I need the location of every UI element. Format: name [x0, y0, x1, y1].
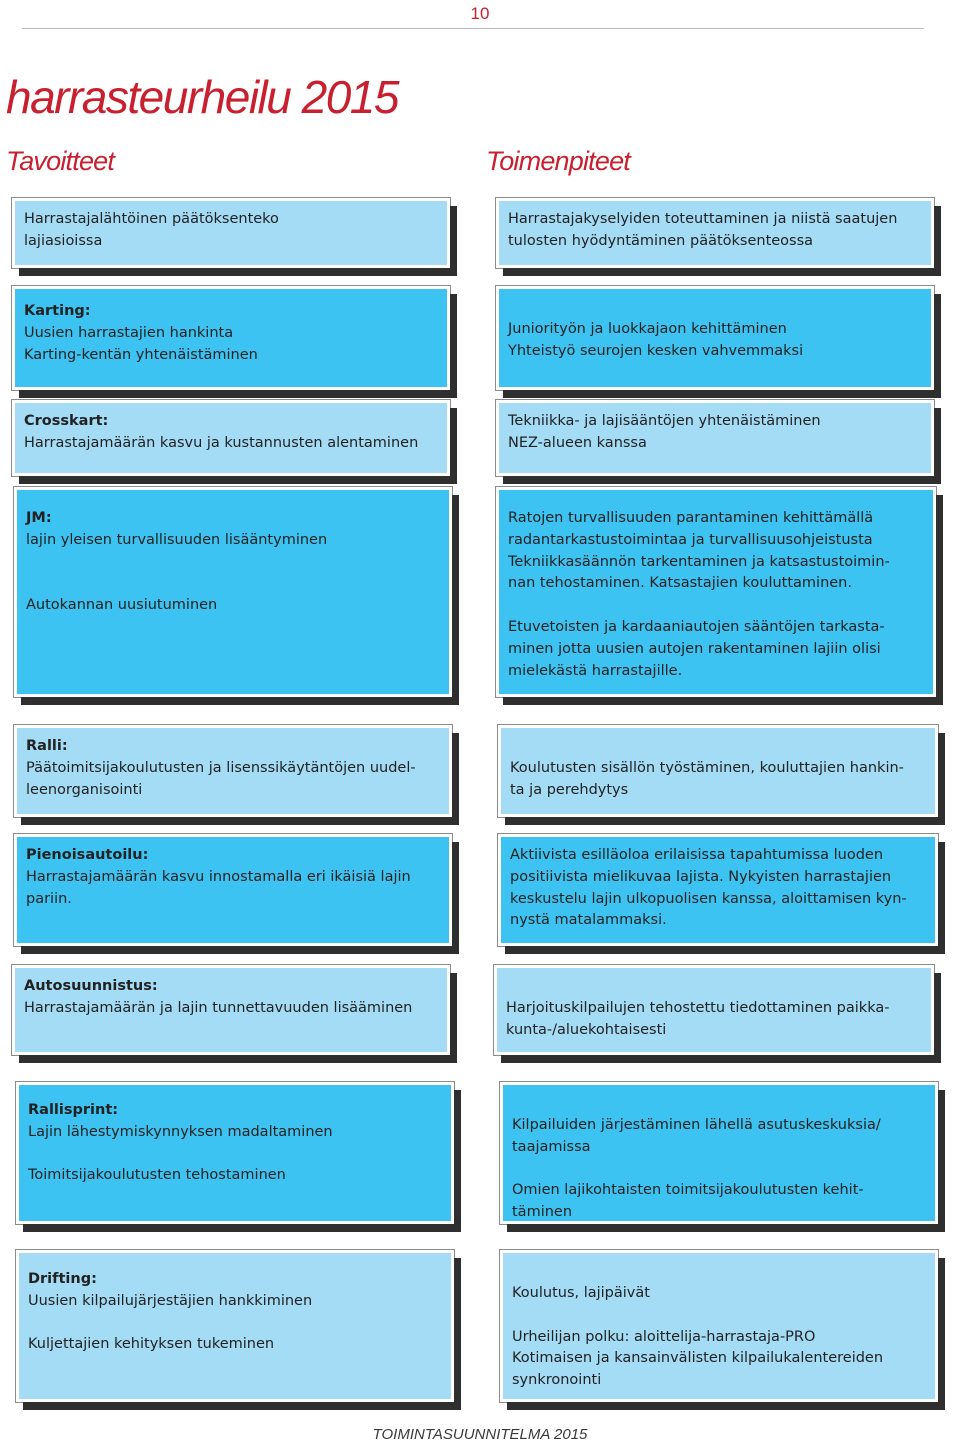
- goal-box-karting: [12, 286, 450, 390]
- box-text-line: synkronointi: [512, 1372, 602, 1389]
- box-text-line: Uusien kilpailujärjestäjien hankkiminen: [28, 1292, 313, 1309]
- goal-box-rallisprint: [16, 1082, 454, 1224]
- page-number: 10: [470, 4, 490, 23]
- box-text-line: Aktiivista esilläoloa erilaisissa tapahtumissa luoden: [510, 847, 884, 863]
- box-text-line: Koulutusten sisällön työstäminen, kouluttajien hankin-: [510, 760, 904, 776]
- box-text-line: Tekniikkasäännön tarkentaminen ja katsastustoimin-: [508, 553, 890, 570]
- box-text-line: Tekniikka- ja lajisääntöjen yhtenäistäminen: [508, 413, 821, 429]
- goal-box-drifting: [16, 1250, 454, 1402]
- action-box-drifting: [500, 1250, 938, 1402]
- spacer: [26, 552, 440, 574]
- page-footer: TOIMINTASUUNNITELMA 2015: [372, 1426, 588, 1443]
- box-text-line: taajamissa: [512, 1138, 591, 1155]
- action-box-crosskart: [496, 400, 934, 476]
- box-text-line: Etuvetoisten ja kardaaniautojen sääntöjen tarkasta-: [508, 618, 885, 635]
- spacer: [28, 1313, 442, 1335]
- box-text-line: minen jotta uusien autojen rakentaminen lajiin olisi: [508, 640, 881, 657]
- box-text-line: ta ja perehdytys: [510, 781, 629, 798]
- box-text-line: NEZ-alueen kanssa: [508, 434, 647, 451]
- action-box-pienoisautoilu: [498, 834, 938, 946]
- box-text-line: täminen: [512, 1204, 573, 1221]
- box-text-line: radantarkastustoimintaa ja turvallisuusohjeistusta: [508, 531, 873, 548]
- goal-box-general: [12, 198, 450, 268]
- box-text-line: Koulutus, lajipäivät: [512, 1285, 650, 1301]
- box-text-line: Urheilijan polku: aloittelija-harrastaja-PRO: [512, 1328, 816, 1345]
- goal-box-jm: [14, 487, 452, 697]
- action-box-autosuunnistus: [494, 965, 934, 1055]
- box-text-line: Harrastajamäärän kasvu ja kustannusten alentaminen: [24, 434, 419, 451]
- spacer: [508, 595, 924, 617]
- goals-heading: Tavoitteet: [6, 146, 115, 176]
- goal-box-ralli: [14, 725, 452, 817]
- box-text-line: lajin yleisen turvallisuuden lisääntyminen: [26, 531, 328, 548]
- box-text-line: Harjoituskilpailujen tehostettu tiedottaminen paikka-: [506, 1000, 890, 1016]
- box-text-line: Kuljettajien kehityksen tukeminen: [28, 1336, 275, 1353]
- box-category-label: JM:: [26, 510, 52, 526]
- box-text-line: tulosten hyödyntäminen päätöksenteossa: [508, 232, 814, 249]
- spacer: [28, 1144, 442, 1166]
- goal-box-pienoisautoilu: [14, 834, 452, 946]
- box-text-line: Karting-kentän yhtenäistäminen: [24, 346, 258, 363]
- actions-heading: Toimenpiteet: [486, 146, 631, 176]
- box-text-line: Yhteistyö seurojen kesken vahvemmaksi: [508, 342, 804, 359]
- box-text-line: Kotimaisen ja kansainvälisten kilpailukalentereiden: [512, 1350, 884, 1367]
- box-text-line: Uusien harrastajien hankinta: [24, 324, 234, 341]
- box-text-line: kunta-/aluekohtaisesti: [506, 1021, 667, 1038]
- action-box-karting: [496, 286, 934, 390]
- box-text-line: pariin.: [26, 890, 72, 907]
- goal-box-crosskart: [12, 400, 450, 476]
- box-text-line: Harrastajamäärän kasvu innostamalla eri ikäisiä lajin: [26, 868, 411, 885]
- box-category-label: Pienoisautoilu:: [26, 847, 149, 863]
- box-text-line: Kilpailuiden järjestäminen lähellä asutuskeskuksia/: [512, 1117, 881, 1133]
- spacer: [512, 1305, 926, 1327]
- spacer: [512, 1159, 926, 1181]
- box-text-line: leenorganisointi: [26, 781, 143, 798]
- box-category-label: Crosskart:: [24, 413, 109, 429]
- box-category-label: Ralli:: [26, 738, 68, 754]
- box-text-line: Ratojen turvallisuuden parantaminen kehittämällä: [508, 510, 874, 526]
- action-box-general: [496, 198, 934, 268]
- action-box-jm: [496, 487, 936, 697]
- header-divider: [22, 28, 924, 29]
- box-text-line: Juniorityön ja luokkajaon kehittäminen: [508, 321, 787, 337]
- page-title: harrasteurheilu 2015: [6, 71, 398, 123]
- box-text-line: positiivista mielikuvaa lajista. Nykyisten harrastajien: [510, 868, 892, 885]
- box-text-line: Toimitsijakoulutusten tehostaminen: [28, 1167, 286, 1184]
- box-text-line: mielekästä harrastajille.: [508, 662, 683, 679]
- spacer: [26, 573, 440, 595]
- box-text-line: Harrastajamäärän ja lajin tunnettavuuden lisääminen: [24, 999, 413, 1016]
- goal-box-autosuunnistus: [12, 965, 450, 1055]
- box-text-line: lajiasioissa: [24, 232, 103, 249]
- box-text-line: nystä matalammaksi.: [510, 912, 667, 929]
- box-category-label: Karting:: [24, 303, 91, 319]
- action-box-rallisprint: [500, 1082, 938, 1224]
- box-text-line: Autokannan uusiutuminen: [26, 597, 218, 614]
- box-text-line: Harrastajakyselyiden toteuttaminen ja niistä saatujen: [508, 211, 898, 227]
- box-text-line: Päätoimitsijakoulutusten ja lisenssikäytäntöjen uudel-: [26, 759, 416, 776]
- box-text-line: keskustelu lajin ulkopuolisen kanssa, aloittamisen kyn-: [510, 890, 907, 907]
- box-category-label: Drifting:: [28, 1271, 97, 1287]
- box-text-line: Omien lajikohtaisten toimitsijakoulutusten kehit-: [512, 1182, 864, 1199]
- box-text-line: Lajin lähestymiskynnyksen madaltaminen: [28, 1123, 333, 1140]
- box-category-label: Autosuunnistus:: [24, 978, 158, 994]
- box-text-line: Harrastajalähtöinen päätöksenteko: [24, 211, 279, 227]
- box-category-label: Rallisprint:: [28, 1102, 119, 1118]
- action-box-ralli: [498, 725, 938, 817]
- box-text-line: nan tehostaminen. Katsastajien kouluttaminen.: [508, 575, 852, 592]
